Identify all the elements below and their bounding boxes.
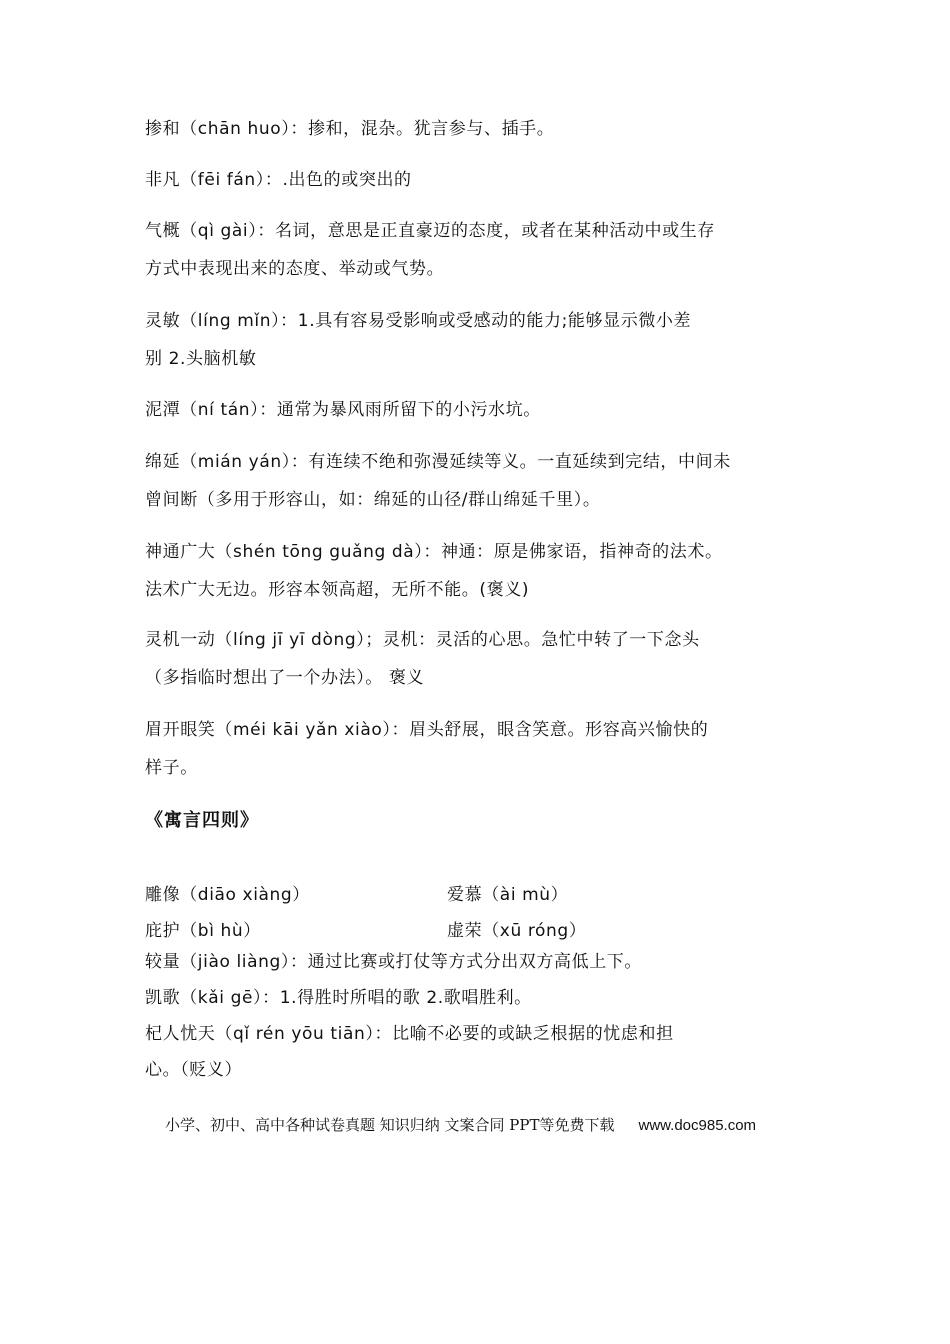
entry-line: 灵敏（líng mǐn）：1.具有容易受影响或受感动的能力;能够显示微小差 <box>145 311 692 331</box>
entry-qigai <box>145 212 825 288</box>
entry-line: 非凡（fēi fán）：.出色的或突出的 <box>145 170 412 190</box>
entry-jiaoliang <box>145 944 825 980</box>
word-bihu: 庇护（bì hù） <box>145 921 261 941</box>
entry-line: 方式中表现出来的态度、举动或气势。 <box>145 259 445 279</box>
footer-text: 小学、初中、高中各种试卷真题 知识归纳 文案合同 PPT等免费下载 <box>165 1116 615 1134</box>
entry-line: 凯歌（kǎi gē）：1.得胜时所唱的歌 2.歌唱胜利。 <box>145 988 532 1008</box>
entry-line: 眉开眼笑（méi kāi yǎn xiào）：眉头舒展，眼含笑意。形容高兴愉快的 <box>145 720 709 740</box>
entry-meikai <box>145 711 825 787</box>
entry-line: 曾间断（多用于形容山，如：绵延的山径/群山绵延千里）。 <box>145 490 601 510</box>
entry-line: 杞人忧天（qǐ rén yōu tiān）：比喻不必要的或缺乏根据的忧虑和担 <box>145 1024 674 1044</box>
entry-chanhuo <box>145 110 825 148</box>
section-heading: 《寓言四则》 <box>145 810 259 831</box>
entry-line: 别 2.头脑机敏 <box>145 349 257 369</box>
entry-line: 样子。 <box>145 758 198 778</box>
entry-line: 心。（贬义） <box>145 1060 243 1080</box>
entry-line: 泥潭（ní tán）：通常为暴风雨所留下的小污水坑。 <box>145 400 541 420</box>
entry-line: 气概（qì gài）：名词，意思是正直豪迈的态度，或者在某种活动中或生存 <box>145 221 715 241</box>
entry-feifan <box>145 161 825 199</box>
entry-line: （多指临时想出了一个办法）。 褒义 <box>145 668 425 688</box>
entry-qirenyoutian <box>145 1016 825 1088</box>
word-diaoxiang: 雕像（diāo xiàng） <box>145 885 310 905</box>
entry-line: 较量（jiào liàng）：通过比赛或打仗等方式分出双方高低上下。 <box>145 952 642 972</box>
entry-line: 灵机一动（líng jī yī dòng）；灵机：灵活的心思。急忙中转了一下念头 <box>145 630 700 650</box>
entry-kaige <box>145 980 825 1016</box>
entry-lingmin <box>145 302 825 378</box>
page-footer <box>165 1114 756 1135</box>
entry-mianyan <box>145 443 825 519</box>
footer-url[interactable]: www.doc985.com <box>638 1117 757 1134</box>
entry-line: 绵延（mián yán）：有连续不绝和弥漫延续等义。一直延续到完结，中间未 <box>145 452 731 472</box>
entry-nitan <box>145 391 825 429</box>
word-xurong: 虚荣（xū róng） <box>447 921 587 941</box>
entry-line: 神通广大（shén tōng guǎng dà）：神通：原是佛家语，指神奇的法术。 <box>145 542 723 562</box>
entry-shentong <box>145 533 825 609</box>
entry-lingji <box>145 621 825 697</box>
entry-line: 掺和（chān huo）：掺和，混杂。犹言参与、插手。 <box>145 119 555 139</box>
word-aimu: 爱慕（ài mù） <box>447 885 569 905</box>
entry-line: 法术广大无边。形容本领高超，无所不能。(褒义) <box>145 580 530 600</box>
